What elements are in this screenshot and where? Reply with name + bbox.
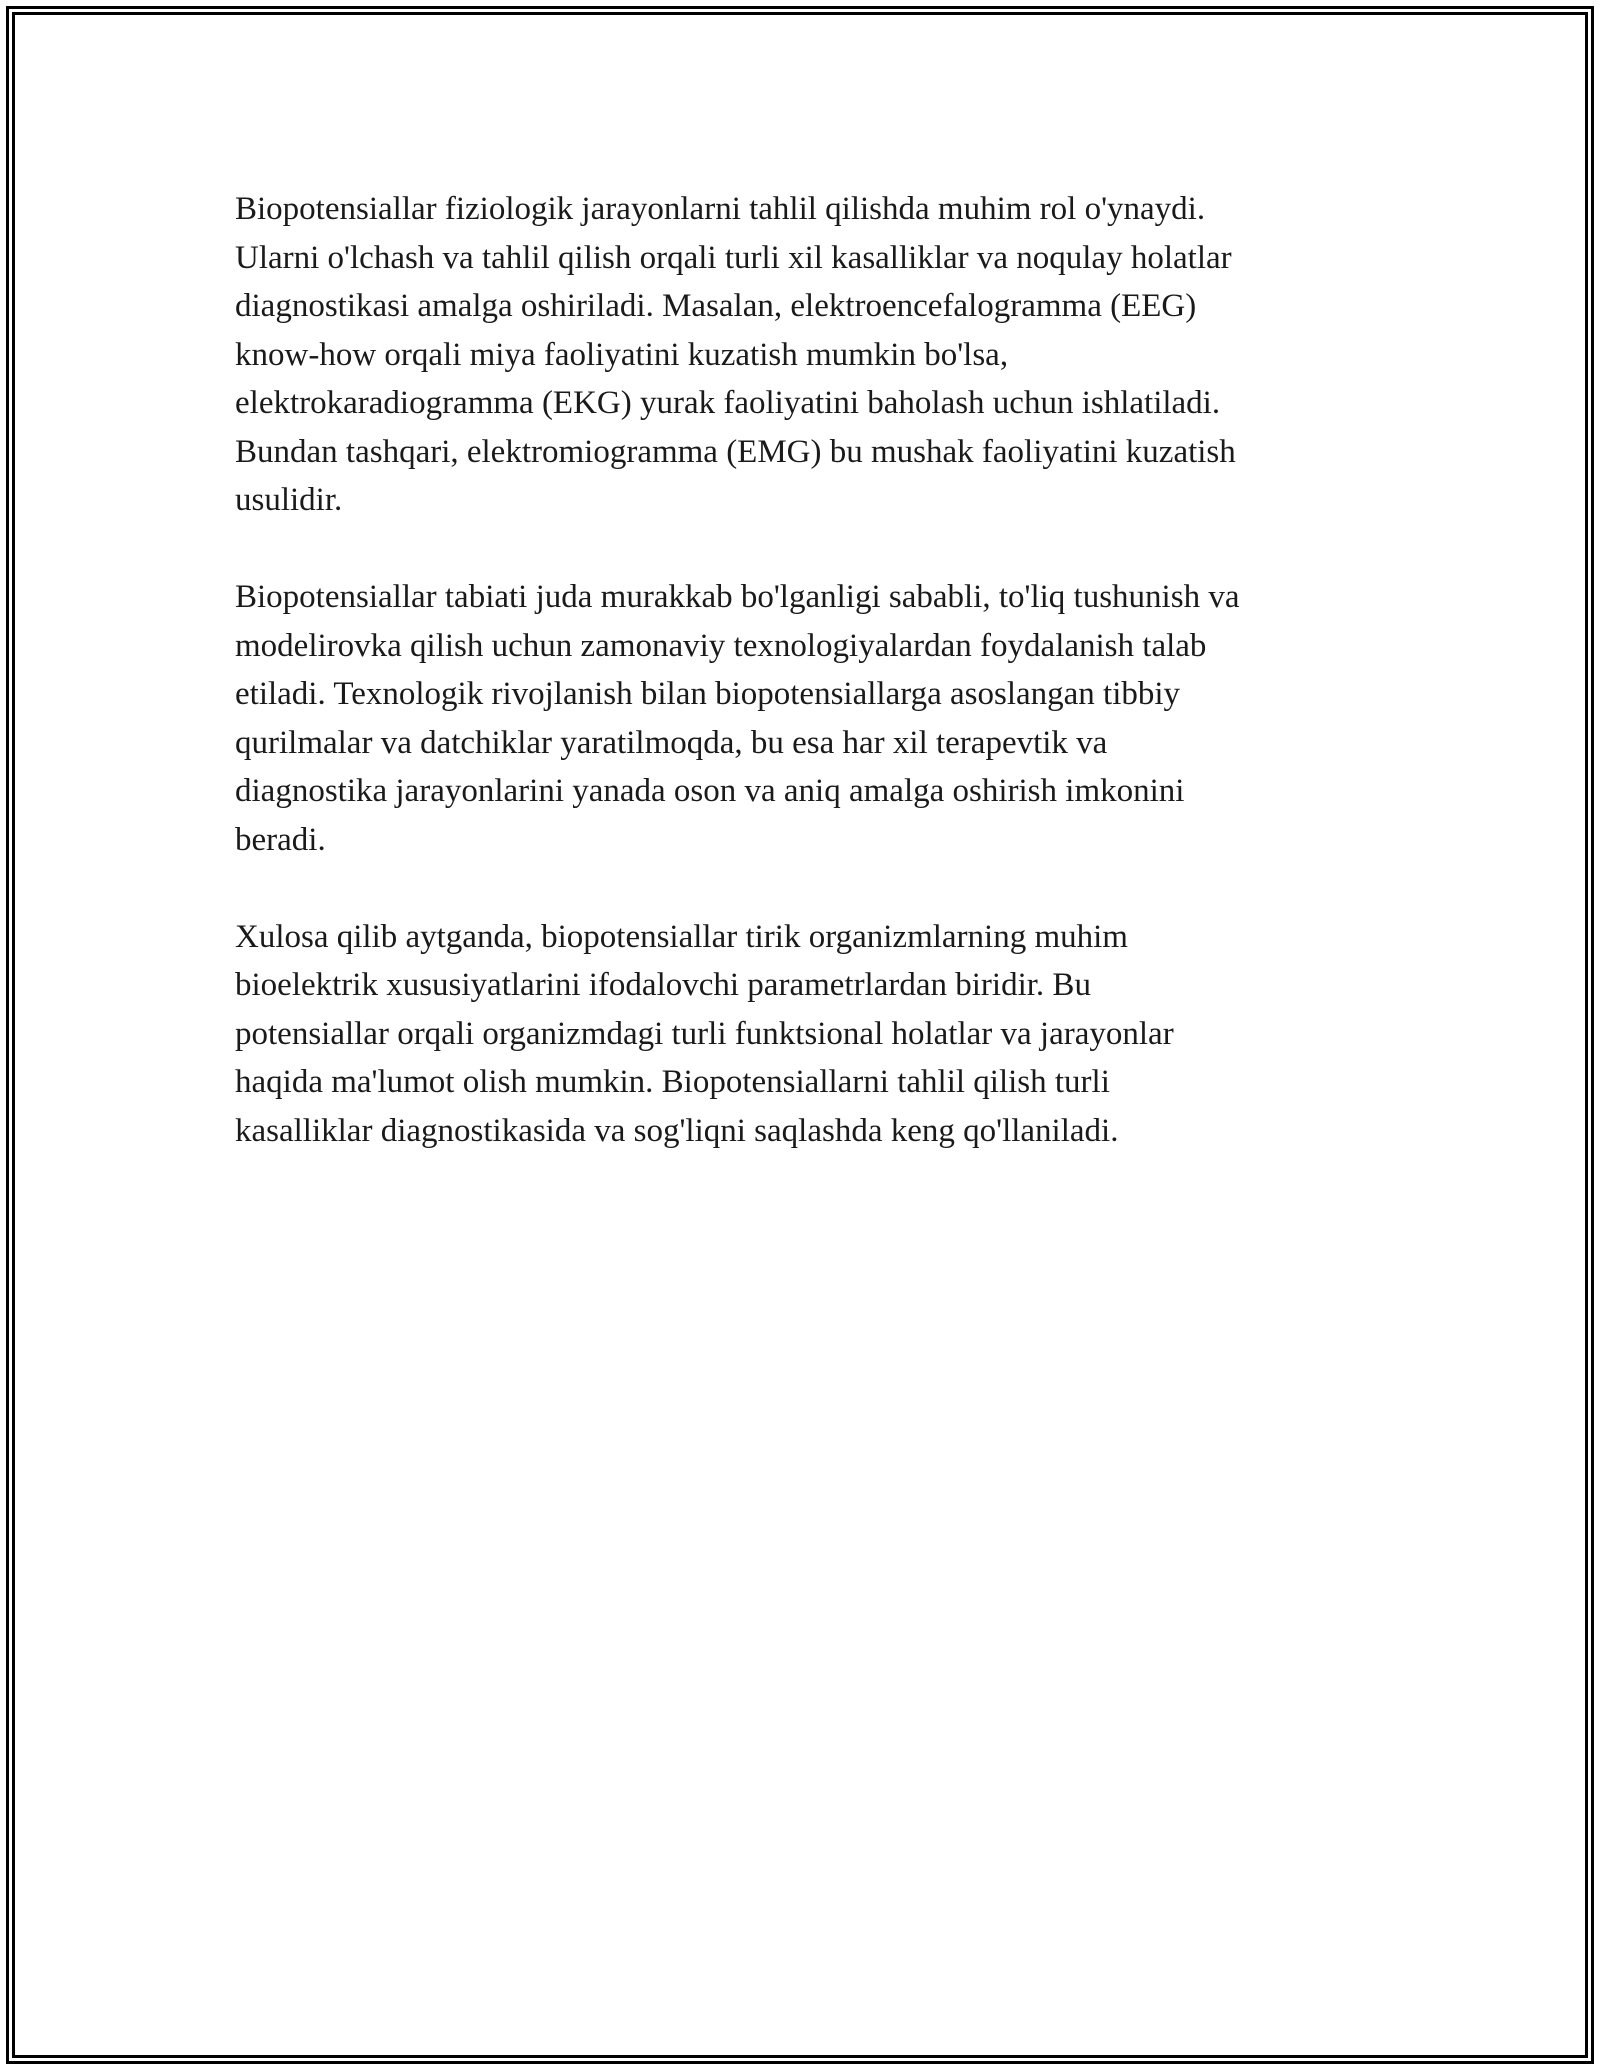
paragraph-1: Biopotensiallar fiziologik jarayonlarni tahlil qilishda muhim rol o'ynaydi. Ularni o'lchash va tahlil qilish orqali turli xil kasalliklar va noqulay holatlar diagnostikasi amalga oshiriladi. Masalan, elektroencefalogramma (EEG) know-how orqali miya faoliyatini kuzatish mumkin bo'lsa, elektrokaradiogramma (EKG) yurak faoliyatini baholash uchun ishlatiladi. Bundan tashqari, elektromiogramma (EMG) bu mushak faoliyatini kuzatish usulidir. [235, 191, 1236, 518]
paragraph-3: Xulosa qilib aytganda, biopotensiallar tirik organizmlarning muhim bioelektrik xususiyatlarini ifodalovchi parametrlardan biridir. Bu potensiallar orqali organizmdagi turli funktsional holatlar va jarayonlar haqida ma'lumot olish mumkin. Biopotensiallarni tahlil qilish turli kasalliklar diagnostikasida va sog'liqni saqlashda keng qo'llaniladi. [235, 918, 1174, 1149]
paragraph-2: Biopotensiallar tabiati juda murakkab bo'lganligi sababli, to'liq tushunish va modelirovka qilish uchun zamonaviy texnologiyalardan foydalanish talab etiladi. Texnologik rivojlanish bilan biopotensiallarga asoslangan tibbiy qurilmalar va datchiklar yaratilmoqda, bu esa har xil terapevtik va diagnostika jarayonlarini yanada oson va aniq amalga oshirish imkonini beradi. [235, 579, 1240, 858]
document-body [235, 185, 1365, 1204]
